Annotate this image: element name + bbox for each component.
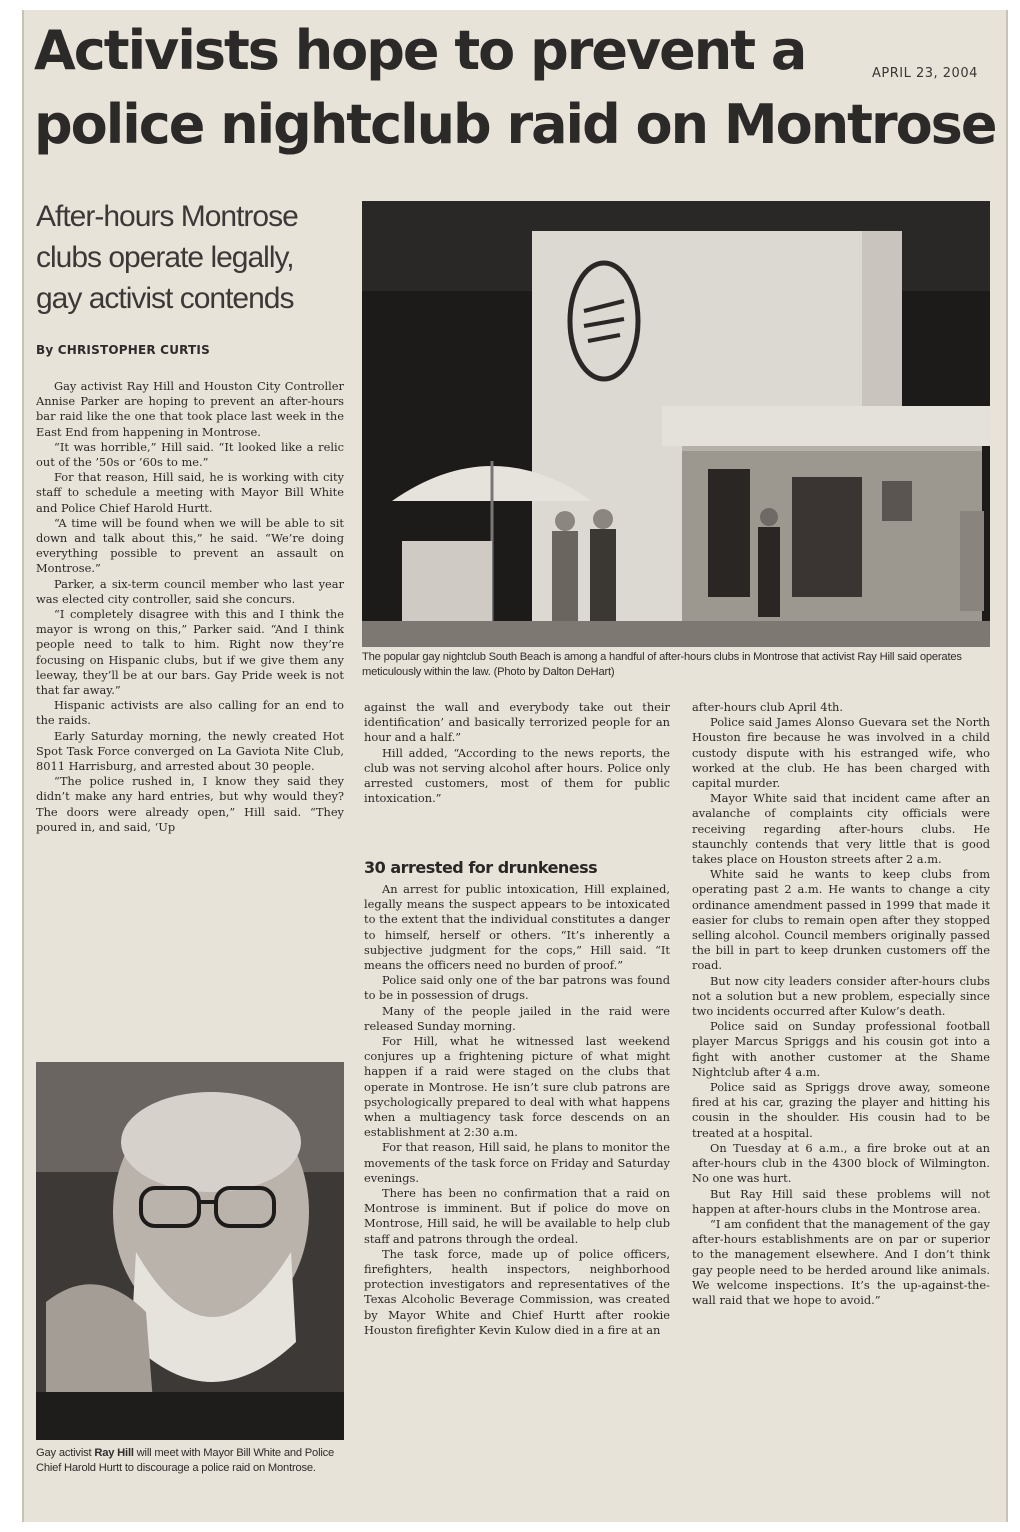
article-paragraph: Hill added, “According to the news reports, the club was not serving alcohol after hours. Police only arrested customers, most of them for public intoxication.” bbox=[364, 745, 670, 806]
ray-hill-portrait bbox=[36, 1062, 344, 1440]
deck-line: gay activist contends bbox=[36, 282, 294, 315]
article-paragraph: Police said on Sunday professional football player Marcus Spriggs and his cousin got into a fight with another customer at the Shame Nightclub after 4 a.m. bbox=[692, 1019, 990, 1079]
article-paragraph: For Hill, what he witnessed last weekend conjures up a frightening picture of what might happen if a raid were staged on the clubs that operate in Montrose. He isn’t sure club patrons are psychologically prepared to deal with what happens when a multiagency task force descends on an establishment at 2:30 a.m. bbox=[364, 1034, 670, 1140]
deck-line: After-hours Montrose bbox=[36, 200, 298, 233]
caption-text: Gay activist bbox=[36, 1447, 95, 1459]
newspaper-clipping bbox=[22, 10, 1008, 1522]
caption-text: will meet with Mayor Bill White and Police Chief Harold Hurtt to discourage a police raid on Montrose. bbox=[36, 1447, 335, 1474]
article-paragraph: “The police rushed in, I know they said they didn’t make any hard entries, but why would they? The doors were already open,” Hill said. “They poured in, and said, ‘Up bbox=[36, 774, 344, 834]
article-paragraph: Hispanic activists are also calling for an end to the raids. bbox=[36, 698, 344, 728]
article-paragraph: Parker, a six-term council member who last year was elected city controller, said she concurs. bbox=[36, 576, 344, 606]
article-column-1 bbox=[36, 379, 344, 1047]
article-paragraph: The task force, made up of police officers, firefighters, health inspectors, neighborhood protection investigators and representatives of the Texas Alcoholic Beverage Commission, was created by Mayor White and Chief Hurtt after rookie Houston firefighter Kevin Kulow died in a fire at an bbox=[364, 1246, 670, 1337]
article-paragraph: Many of the people jailed in the raid were released Sunday morning. bbox=[364, 1003, 670, 1033]
article-paragraph: Police said as Spriggs drove away, someone fired at his car, grazing the player and hitting his cousin in the shoulder. His cousin had to be treated at a hospital. bbox=[692, 1080, 990, 1140]
section-subhead: 30 arrested for drunkeness bbox=[364, 858, 598, 877]
headline-line-1: Activists hope to prevent a bbox=[34, 19, 806, 82]
article-column-2 bbox=[364, 882, 670, 1518]
dateline: APRIL 23, 2004 bbox=[872, 66, 978, 81]
deck-line: clubs operate legally, bbox=[36, 241, 294, 274]
article-paragraph: For that reason, Hill said, he plans to monitor the movements of the task force on Friday and Saturday evenings. bbox=[364, 1140, 670, 1185]
nightclub-photo bbox=[362, 201, 990, 647]
article-paragraph: Police said only one of the bar patrons was found to be in possession of drugs. bbox=[364, 973, 670, 1003]
article-paragraph: after-hours club April 4th. bbox=[692, 700, 843, 714]
article-paragraph: “It was horrible,” Hill said. “It looked like a relic out of the ’50s or ’60s to me.” bbox=[36, 439, 344, 470]
article-paragraph: There has been no confirmation that a raid on Montrose is imminent. But if police do move on Montrose, Hill said, he will be available to help club staff and patrons through the ordeal. bbox=[364, 1186, 670, 1246]
article-paragraph: Mayor White said that incident came after an avalanche of complaints city officials were receiving regarding after-hours clubs. He staunchly contends that very little that is good takes place on Houston streets after 2 a.m. bbox=[692, 791, 990, 867]
article-column-3 bbox=[692, 700, 990, 1518]
article-paragraph: On Tuesday at 6 a.m., a fire broke out at an after-hours club in the 4300 block of Wilmington. No one was hurt. bbox=[692, 1140, 990, 1186]
article-paragraph: An arrest for public intoxication, Hill explained, legally means the suspect appears to be intoxicated to the extent that the individual constitutes a danger to himself, herself or others. “It’s inherently a subjective judgment for the cops,” Hill said. “It means the officers need no burden of proof.” bbox=[364, 882, 670, 973]
nightclub-photo-caption: The popular gay nightclub South Beach is among a handful of after-hours clubs in Montrose that activist Ray Hill said operates meticulously within the law. (Photo by Dalton DeHart) bbox=[362, 651, 962, 678]
article-column-2-top bbox=[364, 700, 670, 860]
article-paragraph: “I completely disagree with this and I think the mayor is wrong on this,” Parker said. “And I think people need to talk to him. Right now they’re focusing on Hispanic clubs, but if we give them any leeway, they’ll be at our bars. Gay Pride week is not that far away.” bbox=[36, 607, 344, 698]
article-paragraph: Gay activist Ray Hill and Houston City Controller Annise Parker are hoping to prevent an after-hours bar raid like the one that took place last week in the East End from happening in Montrose. bbox=[36, 379, 344, 439]
deck bbox=[36, 196, 356, 319]
article-paragraph: against the wall and everybody take out their identification’ and basically terrorized people for an hour and a half.” bbox=[364, 700, 670, 745]
article-paragraph: For that reason, Hill said, he is working with city staff to schedule a meeting with Mayor Bill White and Police Chief Harold Hurtt. bbox=[36, 470, 344, 515]
headline-line-2: police nightclub raid on Montrose bbox=[34, 93, 996, 156]
article-paragraph: Early Saturday morning, the newly created Hot Spot Task Force converged on La Gaviota Nite Club, 8011 Harrisburg, and arrested about 30 people. bbox=[36, 728, 344, 774]
article-paragraph: Police said James Alonso Guevara set the North Houston fire because he was involved in a child custody dispute with his estranged wife, who worked at the club. He has been charged with capital murder. bbox=[692, 715, 990, 791]
article-paragraph: White said he wants to keep clubs from operating past 2 a.m. He wants to change a city ordinance amendment passed in 1999 that made it easier for clubs to remain open after they stopped selling alcohol. Council members originally passed the bill in part to keep drunken customers off the road. bbox=[692, 867, 990, 973]
article-paragraph: But Ray Hill said these problems will not happen at after-hours clubs in the Montrose area. bbox=[692, 1186, 990, 1216]
caption-name: Ray Hill bbox=[94, 1447, 134, 1459]
article-paragraph: “A time will be found when we will be able to sit down and talk about this,” he said. “We’re doing everything possible to prevent an assault on Montrose.” bbox=[36, 515, 344, 576]
article-paragraph: But now city leaders consider after-hours clubs not a solution but a new problem, especially since two incidents occurred after Kulow’s death. bbox=[692, 973, 990, 1019]
portrait-caption bbox=[36, 1446, 344, 1476]
byline: By CHRISTOPHER CURTIS bbox=[36, 343, 210, 357]
article-paragraph: “I am confident that the management of the gay after-hours establishments are on par or superior to the management elsewhere. And I don’t think gay people need to be herded around like animals. We welcome inspections. It’s the up-against-the-wall raid that we hope to avoid.” bbox=[692, 1216, 990, 1307]
